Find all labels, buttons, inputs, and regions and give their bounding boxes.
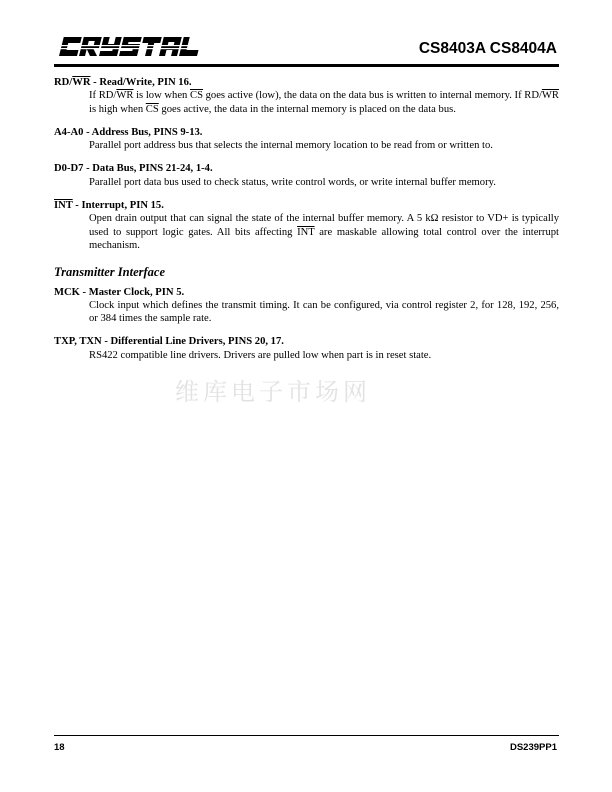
crystal-logo xyxy=(56,36,206,58)
page-number: 18 xyxy=(54,742,65,753)
crystal-logo-graphic xyxy=(56,36,206,58)
header-rule xyxy=(54,64,559,67)
part-numbers: CS8403A CS8404A xyxy=(418,40,557,57)
pin-description: Parallel port address bus that selects the internal memory location to be read from or written to. xyxy=(89,140,493,152)
section-heading: Transmitter Interface xyxy=(54,265,165,280)
pin-entry-data-bus xyxy=(54,162,559,189)
pin-description: RS422 compatible line drivers. Drivers are pulled low when part is in reset state. xyxy=(89,349,432,361)
pin-entry-rd-wr xyxy=(54,76,559,116)
pin-descriptions xyxy=(54,76,559,372)
footer-rule xyxy=(54,735,559,736)
pin-entry-address-bus xyxy=(54,126,559,153)
pin-title: $\overline{INT}$ - Interrupt, PIN 15. xyxy=(54,200,164,212)
pin-title: A4-A0 - Address Bus, PINS 9-13. xyxy=(54,126,203,138)
pin-title: MCK - Master Clock, PIN 5. xyxy=(54,286,185,298)
pin-description: If $RD/\overline{WR}$ is low when $\overline{CS}$ goes active (low), the data on the data bus is written to internal memory. If $RD/\overline{WR}$ is high when $\overline{CS}$ goes active, the data in the internal memory is placed on the data bus. xyxy=(89,90,559,115)
pin-description: Parallel port data bus used to check status, write control words, or write internal buffer memory. xyxy=(89,176,496,188)
pin-title: $RD/\overline{WR}$ - Read/Write, PIN 16. xyxy=(54,77,192,88)
pin-entry-interrupt xyxy=(54,199,559,252)
pin-entry-line-drivers xyxy=(54,335,559,362)
pin-title: D0-D7 - Data Bus, PINS 21-24, 1-4. xyxy=(54,163,213,175)
watermark: 维库电子市场网 xyxy=(175,378,371,406)
document-id: DS239PP1 xyxy=(509,742,557,753)
pin-entry-master-clock xyxy=(54,286,559,326)
pin-description: Open drain output that can signal the state of the internal buffer memory. A 5 kΩ resistor to VD+ is typically used to support logic gates. All bits affecting $\overline{INT}$ are maskable allowing total control over the interrupt mechanism. xyxy=(89,213,559,251)
pin-title: TXP, TXN - Differential Line Drivers, PINS 20, 17. xyxy=(54,336,284,348)
pin-description: Clock input which defines the transmit timing. It can be configured, via control register 2, for 128, 192, 256, or 384 times the sample rate. xyxy=(89,299,559,325)
